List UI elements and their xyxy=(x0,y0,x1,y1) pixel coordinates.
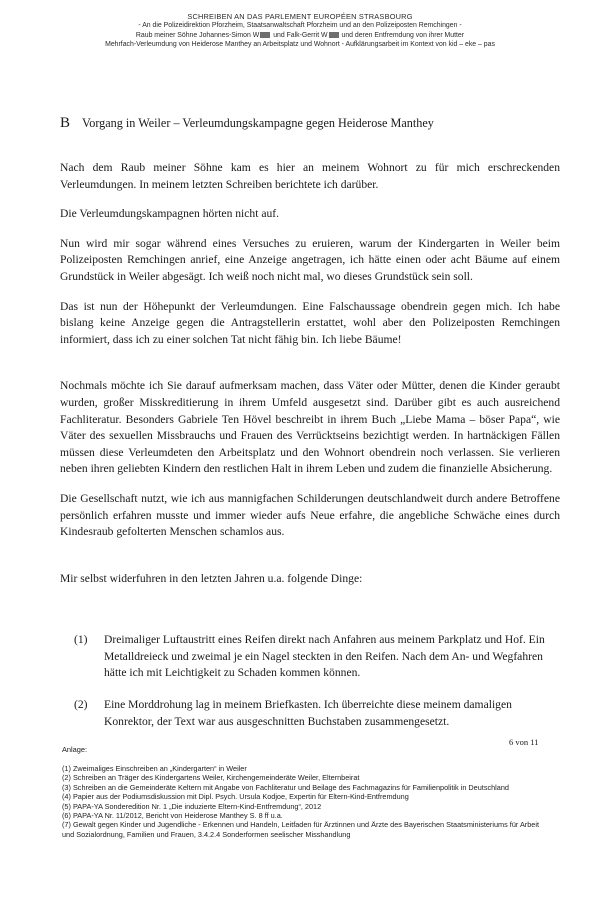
footnote-item: (7) Gewalt gegen Kinder und Jugendliche - Erkennen und Handeln, Leitfaden für Ärztinnen und Ärzte des Bayerischen Staatsministeriums für Arbeit und Sozialordnung, Familien und Frauen, 3.4.2.4 Sonderformen seelischer Misshandlung xyxy=(62,820,540,839)
header-line-3: Mehrfach-Verleumdung von Heiderose Manthey an Arbeitsplatz und Wohnort - Aufklärungsarbeit im Kontext von kid – eke – pas xyxy=(105,40,495,48)
section-letter: B xyxy=(60,115,71,131)
list-item xyxy=(74,697,564,730)
redaction-mark xyxy=(329,32,339,38)
paragraph-2: Die Verleumdungskampagnen hörten nicht auf. xyxy=(60,207,280,221)
header-title: SCHREIBEN AN DAS PARLEMENT EUROPÉEN STRASBOURG xyxy=(187,12,413,21)
footnote-item: (4) Papier aus der Podiumsdiskussion mit Dipl. Psych. Ursula Kodjoe, Expertin für Eltern-Kind-Entfremdung xyxy=(62,792,409,802)
header-line-2: Raub meiner Söhne Johannes-Simon W und Falk-Gerrit W und deren Entfremdung von ihrer Mutter xyxy=(135,31,465,39)
footnote-item: (3) Schreiben an die Gemeinderäte Keltern mit Angabe von Fachliteratur und Beilage des Fachmagazins für Familienpolitik in Deutschland xyxy=(62,782,509,792)
anlage-label: Anlage: xyxy=(62,745,88,754)
footnote-item: (5) PAPA-YA Sonderedition Nr. 1 „Die induzierte Eltern-Kind-Entfremdung“, 2012 xyxy=(62,801,322,811)
list-item xyxy=(74,632,564,682)
paragraph-3: Nun wird mir sogar während eines Versuches zu eruieren, warum der Kindergarten in Weiler beim Polizeiposten Remchingen anrief, eine Anzeige angetragen, ich hätte einen oder acht Bäume auf einem Grundstück in Weiler abgesägt. Ich weiß noch nicht mal, wo dieses Grundstück sein soll. xyxy=(60,236,560,283)
paragraph-6: Die Gesellschaft nutzt, wie ich aus mannigfachen Schilderungen deutschlandweit durch andere Betroffene persönlich erfahren musste und immer wieder aufs Neue erfahre, die angebliche Schwäche eines durch Kindesraub gefolterten Menschen schamlos aus. xyxy=(60,491,560,539)
letter-header xyxy=(60,12,540,49)
section-title: Vorgang in Weiler – Verleumdungskampagne gegen Heiderose Manthey xyxy=(82,116,434,130)
page-number: 6 von 11 xyxy=(509,737,539,747)
paragraph-4: Das ist nun der Höhepunkt der Verleumdungen. Eine Falschaussage obendrein gegen mich. Ich habe bislang keine Anzeige gegen die Antragstellerin erstattet, wohl aber den Polizeiposten Remchingen informiert, dass ich zu einer solchen Tat nicht fähig bin. Ich liebe Bäume! xyxy=(60,299,560,346)
list-item-number: (2) xyxy=(74,698,88,711)
redaction-mark xyxy=(260,32,270,38)
footnote-item: (2) Schreiben an Träger des Kindergartens Weiler, Kirchengemeinderäte Weiler, Elternbeirat xyxy=(62,773,360,783)
list-item-text: Dreimaliger Luftaustritt eines Reifen direkt nach Anfahren aus meinem Parkplatz und Hof. Ein Metalldreieck und zweimal je ein Nagel steckten in den Reifen. Nach dem An- und Wegfahren hätte ich mit Leichtigkeit zu Schaden kommen können. xyxy=(104,633,545,680)
paragraph-5: Nochmals möchte ich Sie darauf aufmerksam machen, dass Väter oder Mütter, denen die Kinder geraubt wurden, großer Misskreditierung in ihrem Umfeld ausgesetzt sind. Darüber gibt es auch ausreichend Fachliteratur. Besonders Gabriele Ten Hövel beschreibt in ihrem Buch „Liebe Mama – böser Papa“, wie Väter des sexuellen Missbrauchs und Frauen des Verrücktseins bezichtigt werden. In hartnäckigen Fällen müssen diese Verleumdeten den Arbeitsplatz und den Wohnort obendrein noch verlassen. Sie verlieren neben ihren geliebten Kindern den restlichen Halt in ihrem Leben und zudem die finanzielle Absicherung. xyxy=(60,379,560,476)
paragraph-7: Mir selbst widerfuhren in den letzten Jahren u.a. folgende Dinge: xyxy=(60,571,363,585)
header-line-1: - An die Polizeidirektion Pforzheim, Staatsanwaltschaft Pforzheim und an den Polizeiposten Remchingen - xyxy=(138,22,462,30)
letter-body xyxy=(60,160,560,587)
paragraph-1: Nach dem Raub meiner Söhne kam es hier an meinem Wohnort zu für mich erschreckenden Verleumdungen. In meinem letzten Schreiben berichtete ich darüber. xyxy=(60,161,560,191)
list-item-text: Eine Morddrohung lag in meinem Briefkasten. Ich überreichte diese meinem damaligen Konrektor, der Text war aus ausgeschnitten Buchstaben zusammengesetzt. xyxy=(104,698,512,728)
footnote-list xyxy=(62,764,552,839)
list-item-number: (1) xyxy=(74,633,88,646)
section-heading xyxy=(60,115,560,132)
footnote-item: (6) PAPA-YA Nr. 11/2012, Bericht von Heiderose Manthey S. 8 ff u.a. xyxy=(62,811,283,821)
footnote-item: (1) Zweimaliges Einschreiben an „Kindergarten“ in Weiler xyxy=(62,764,247,773)
